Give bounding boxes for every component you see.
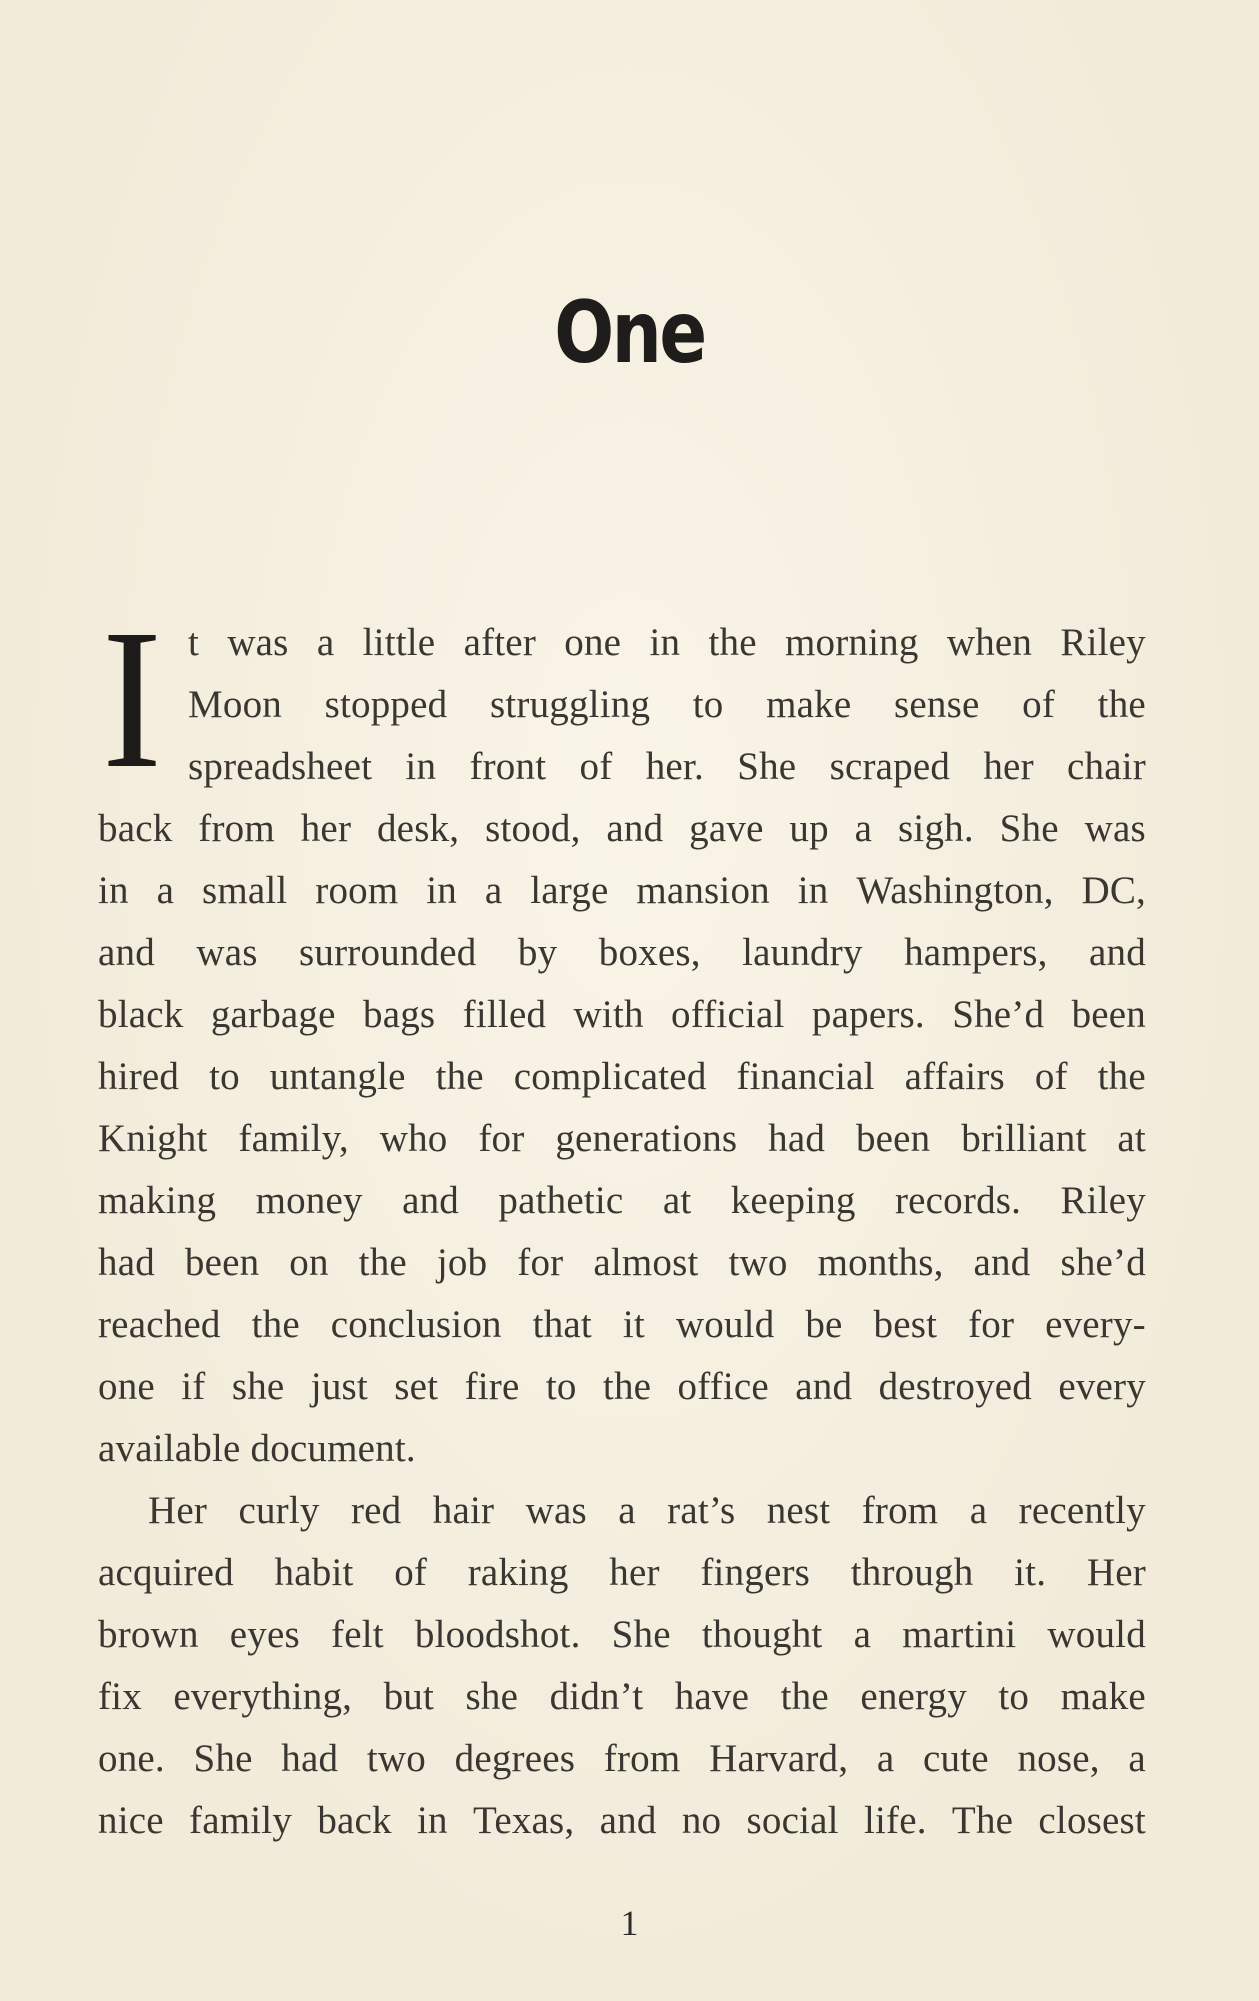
text-line: black garbage bags filled with official papers. She’d been <box>98 993 1146 1036</box>
text-line: Her curly red hair was a rat’s nest from a recently <box>148 1489 1146 1532</box>
text-line: fix everything, but she didn’t have the energy to make <box>98 1675 1146 1718</box>
chapter-title: One <box>554 283 705 383</box>
text-line: reached the conclusion that it would be best for every- <box>98 1303 1146 1346</box>
text-line: hired to untangle the complicated financial affairs of the <box>98 1055 1146 1098</box>
body-text <box>98 612 1146 1852</box>
text-line: had been on the job for almost two months, and she’d <box>98 1241 1146 1284</box>
text-line: t was a little after one in the morning when Riley <box>188 621 1146 664</box>
text-line: nice family back in Texas, and no social life. The closest <box>98 1799 1146 1842</box>
text-line: in a small room in a large mansion in Washington, DC, <box>98 869 1146 912</box>
text-line: one. She had two degrees from Harvard, a cute nose, a <box>98 1737 1146 1780</box>
text-line: Moon stopped struggling to make sense of the <box>188 683 1146 726</box>
text-line: spreadsheet in front of her. She scraped her chair <box>188 745 1146 788</box>
text-line: and was surrounded by boxes, laundry hampers, and <box>98 931 1146 974</box>
text-line: Knight family, who for generations had been brilliant at <box>98 1117 1146 1160</box>
text-line: acquired habit of raking her fingers through it. Her <box>98 1551 1146 1594</box>
text-line: back from her desk, stood, and gave up a sigh. She was <box>98 807 1146 850</box>
text-line: making money and pathetic at keeping records. Riley <box>98 1179 1146 1222</box>
drop-cap: I <box>102 589 162 810</box>
page-number: 1 <box>620 1903 639 1943</box>
text-line: one if she just set fire to the office and destroyed every <box>98 1365 1146 1408</box>
text-line: available document. <box>98 1427 416 1470</box>
text-line: brown eyes felt bloodshot. She thought a martini would <box>98 1613 1146 1656</box>
